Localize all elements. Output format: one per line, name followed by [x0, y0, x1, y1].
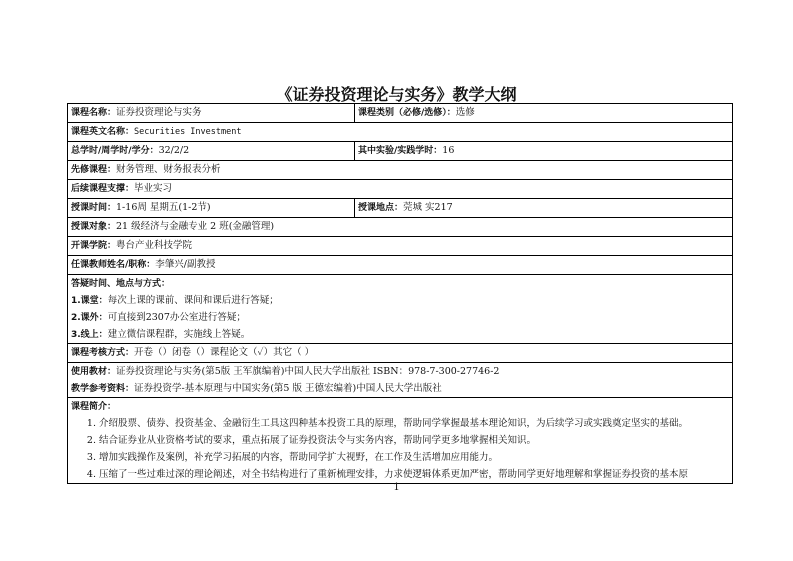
syllabus-table	[67, 103, 733, 484]
value: Securities Investment	[134, 127, 242, 137]
label: 课程英文名称：	[71, 127, 135, 137]
label: 其中实验/实践学时：	[358, 146, 443, 156]
row-course-name	[68, 104, 732, 122]
value: 李肇兴/副教授	[155, 259, 216, 270]
intro-item: 2. 结合证券业从业资格考试的要求，重点拓展了证券投资法令与实务内容，帮助同学更多地掌握相关知识。	[99, 432, 729, 449]
row-intro	[68, 397, 732, 483]
value: 证券投资学-基本原理与中国实务(第5 版 王德宏编着)中国人民大学出版社	[134, 383, 442, 394]
label: 先修课程：	[71, 165, 117, 175]
label: 教学参考资料：	[71, 384, 135, 394]
value: 每次上课的课前、课间和课后进行答疑；	[107, 295, 279, 306]
label: 开课学院：	[71, 241, 117, 251]
label: 3.线上：	[71, 330, 108, 340]
row-target	[68, 217, 732, 236]
row-materials	[68, 362, 732, 397]
label: 授课地点：	[358, 203, 404, 213]
value: 建立微信课程群，实施线上答疑。	[107, 329, 251, 340]
page-number: 1	[393, 482, 400, 493]
value: 1-16周 星期五(1-2节)	[116, 202, 211, 213]
intro-item: 1. 介绍股票、债券、投资基金、金融衍生工具这四种基本投资工具的原理，帮助同学掌握最基本理论知识，为后续学习或实践奠定坚实的基础。	[99, 415, 729, 432]
value: 莞城 实217	[403, 202, 453, 213]
row-english-name	[68, 122, 732, 141]
row-college	[68, 236, 732, 255]
label: 总学时/周学时/学分：	[71, 146, 159, 156]
value: 21 级经济与金融专业 2 班(金融管理)	[116, 221, 275, 232]
row-followup	[68, 179, 732, 198]
value: 可直接到2307办公室进行答疑；	[107, 312, 246, 323]
value: 证券投资理论与实务	[116, 107, 202, 118]
value: 16	[442, 145, 455, 156]
value: 财务管理、财务报表分析	[116, 164, 221, 175]
label: 课程简介：	[71, 402, 117, 412]
row-teacher	[68, 255, 732, 274]
label: 答疑时间、地点与方式：	[71, 279, 171, 289]
value: 32/2/2	[158, 145, 190, 156]
intro-item: 4. 压缩了一些过难过深的理论阐述，对全书结构进行了重新梳理安排，力求使逻辑体系更加严密，帮助同学更好地理解和掌握证券投资的基本原	[99, 466, 729, 483]
row-time	[68, 198, 732, 217]
document-title: 《证券投资理论与实务》教学大纲	[276, 85, 517, 104]
label: 课程名称：	[71, 108, 117, 118]
value: 证券投资理论与实务(第5版 王军旗编着)中国人民大学出版社 ISBN：978-7-300-27746-2	[116, 366, 500, 377]
label: 2.课外：	[71, 313, 108, 323]
label: 任课教师姓名/职称：	[71, 260, 156, 270]
intro-item: 3. 增加实践操作及案例，补充学习拓展的内容，帮助同学扩大视野，在工作及生活增加应用能力。	[99, 449, 729, 466]
value: 毕业实习	[134, 183, 173, 194]
label: 课程类别（必修/选修）：	[358, 108, 456, 118]
row-prerequisite	[68, 160, 732, 179]
value: 开卷（）闭卷（）课程论文（✓）其它（ ）	[134, 347, 315, 358]
row-hours	[68, 141, 732, 160]
label: 后续课程支撑：	[71, 184, 135, 194]
label: 授课对象：	[71, 222, 117, 232]
label: 1.课堂：	[71, 296, 108, 306]
value: 选修	[455, 107, 475, 118]
label: 授课时间：	[71, 203, 117, 213]
label: 课程考核方式：	[71, 348, 135, 358]
label: 使用教材：	[71, 367, 117, 377]
row-exam	[68, 343, 732, 362]
value: 粤台产业科技学院	[116, 240, 193, 251]
row-qa	[68, 274, 732, 343]
